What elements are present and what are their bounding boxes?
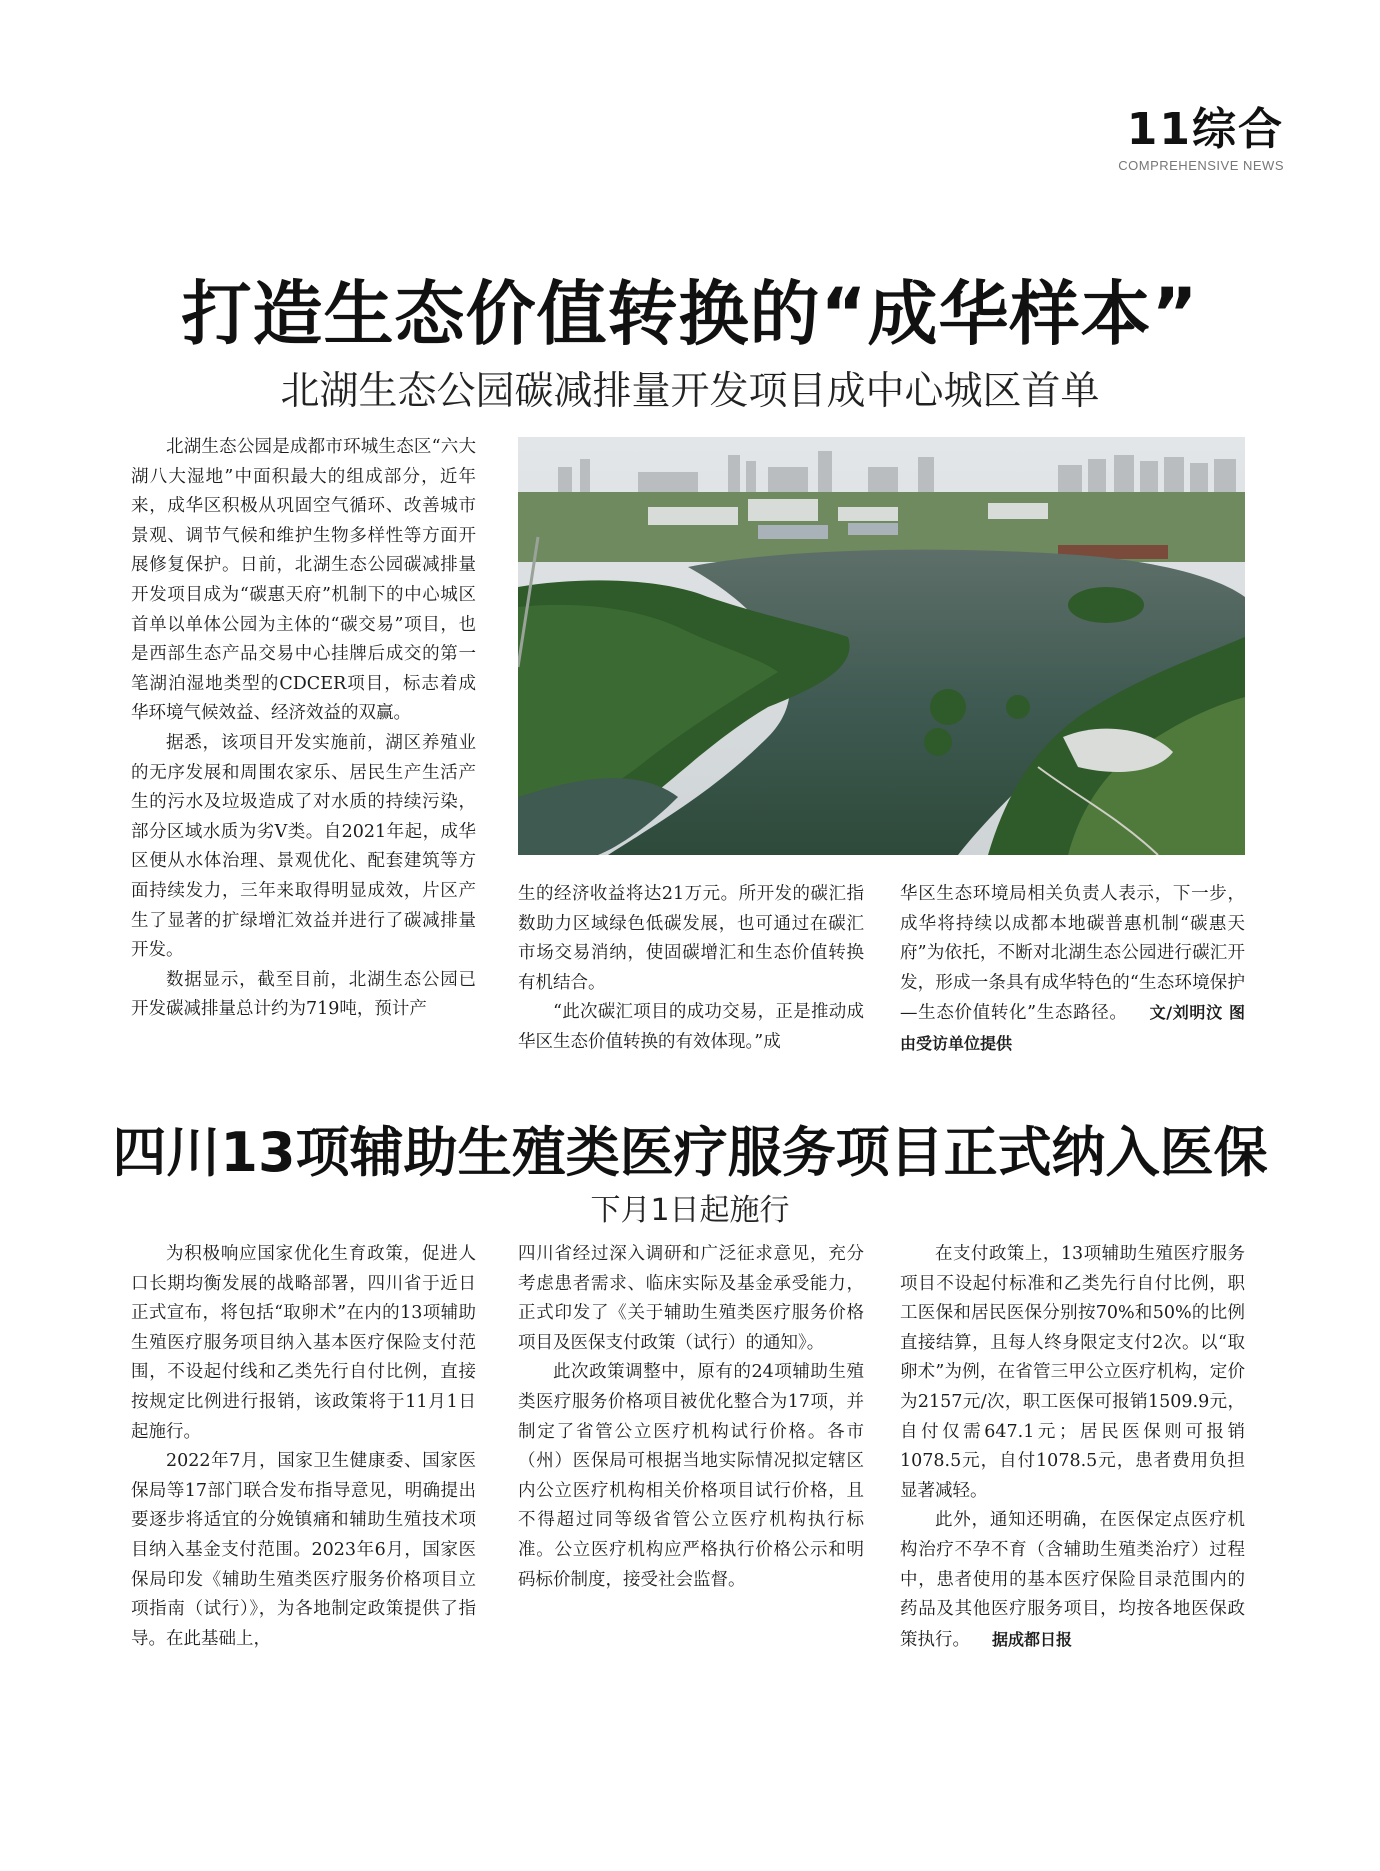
article1-paragraph: 华区生态环境局相关负责人表示，下一步，成华将持续以成都本地碳普惠机制“碳惠天府”为依托，不断对北湖生态公园进行碳汇开发，形成一条具有成华特色的“生态环境保护—生态价值转化”生态路径。 (900, 884, 1245, 1024)
article2-paragraph: 此外，通知还明确，在医保定点医疗机构治疗不孕不育（含辅助生殖类治疗）过程中，患者使用的基本医疗保险目录范围内的药品及其他医疗服务项目，均按各地医保政策执行。 (900, 1510, 1245, 1650)
article2-source: 据成都日报 (992, 1629, 1073, 1649)
section-name-en: COMPREHENSIVE NEWS (1118, 158, 1284, 173)
article2-paragraph: 2022年7月，国家卫生健康委、国家医保局等17部门联合发布指导意见，明确提出要逐步将适宜的分娩镇痛和辅助生殖技术项目纳入基金支付范围。2023年6月，国家医保局印发《辅助生殖类医疗服务价格项目立项指南（试行）》，为各地制定政策提供了指导。在此基础上， (131, 1451, 476, 1649)
article1-column-3 (900, 880, 1245, 1060)
article2-paragraph: 四川省经过深入调研和广泛征求意见，充分考虑患者需求、临床实际及基金承受能力，正式印发了《关于辅助生殖类医疗服务价格项目及医保支付政策（试行）的通知》。 (518, 1244, 864, 1353)
article1-title: 打造生态价值转换的“成华样本” (181, 273, 1199, 355)
article2-column-2 (518, 1240, 864, 1595)
article1-paragraph: 北湖生态公园是成都市环城生态区“六大湖八大湿地”中面积最大的组成部分，近年来，成华区积极从巩固空气循环、改善城市景观、调节气候和维护生物多样性等方面开展修复保护。日前，北湖生态公园碳减排量开发项目成为“碳惠天府”机制下的中心城区首单以单体公园为主体的“碳交易”项目，也是西部生态产品交易中心挂牌后成交的第一笔湖泊湿地类型的CDCER项目，标志着成华环境气候效益、经济效益的双赢。 (131, 437, 476, 724)
article1-paragraph: 生的经济收益将达21万元。所开发的碳汇指数助力区域绿色低碳发展，也可通过在碳汇市场交易消纳，使固碳增汇和生态价值转换有机结合。 (518, 884, 864, 993)
article1-subtitle: 北湖生态公园碳减排量开发项目成中心城区首单 (280, 369, 1100, 414)
article2-subtitle: 下月1日起施行 (590, 1193, 790, 1228)
page-number: 11综合 (1126, 104, 1284, 155)
article1-column-2 (518, 880, 864, 1058)
article2-paragraph: 在支付政策上，13项辅助生殖医疗服务项目不设起付标准和乙类先行自付比例，职工医保和居民医保分别按70%和50%的比例直接结算，且每人终身限定支付2次。以“取卵术”为例，在省管三甲公立医疗机构，定价为2157元/次，职工医保可报销1509.9元，自付仅需647.1元；居民医保则可报销1078.5元，自付1078.5元，患者费用负担显著减轻。 (900, 1244, 1245, 1501)
north-lake-aerial-photo (518, 437, 1245, 855)
article1-column-1 (131, 433, 476, 1025)
article2-paragraph: 此次政策调整中，原有的24项辅助生殖类医疗服务价格项目被优化整合为17项，并制定了省管公立医疗机构试行价格。各市（州）医保局可根据当地实际情况拟定辖区内公立医疗机构相关价格项目试行价格，且不得超过同等级省管公立医疗机构执行标准。公立医疗机构应严格执行价格公示和明码标价制度，接受社会监督。 (518, 1362, 864, 1590)
article1-paragraph: 数据显示，截至目前，北湖生态公园已开发碳减排量总计约为719吨，预计产 (131, 969, 476, 1020)
article1-paragraph: 据悉，该项目开发实施前，湖区养殖业的无序发展和周围农家乐、居民生产生活产生的污水及垃圾造成了对水质的持续污染，部分区域水质为劣Ⅴ类。自2021年起，成华区便从水体治理、景观优化、配套建筑等方面持续发力，三年来取得明显成效，片区产生了显著的扩绿增汇效益并进行了碳减排量开发。 (131, 732, 476, 961)
article2-column-1 (131, 1240, 476, 1654)
page-header (1118, 104, 1284, 173)
article2-title: 四川13项辅助生殖类医疗服务项目正式纳入医保 (112, 1121, 1268, 1184)
article1-byline: 文/刘明汶 图由受访单位提供 (900, 1003, 1245, 1053)
article2-paragraph: 为积极响应国家优化生育政策，促进人口长期均衡发展的战略部署，四川省于近日正式宣布，将包括“取卵术”在内的13项辅助生殖医疗服务项目纳入基本医疗保险支付范围，不设起付线和乙类先行自付比例，直接按规定比例进行报销，该政策将于11月1日起施行。 (131, 1244, 476, 1442)
article2-column-3 (900, 1240, 1245, 1655)
article1-paragraph: “此次碳汇项目的成功交易，正是推动成华区生态价值转换的有效体现。”成 (518, 1002, 864, 1052)
